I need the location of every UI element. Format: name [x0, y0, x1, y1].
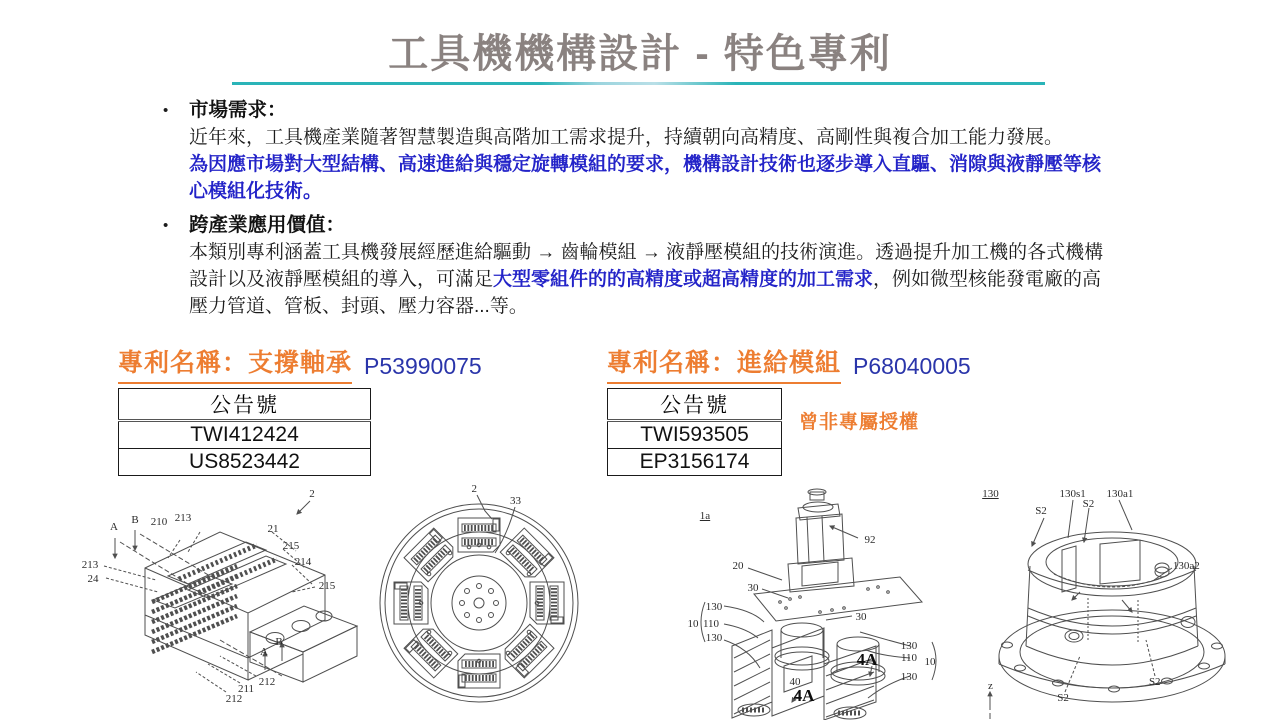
figure-label: 215 — [318, 579, 336, 592]
patent-drawing — [962, 480, 1278, 720]
bullet-heading: 跨產業應用價值： — [189, 214, 346, 236]
figure-label: S2 — [1035, 505, 1047, 518]
patent-name-feed-module: 專利名稱：進給模組 — [607, 343, 841, 384]
figure-label: 211 — [237, 683, 255, 696]
figure-label: 130 — [705, 601, 723, 614]
publication-table-left — [118, 388, 371, 476]
figure-label: B — [275, 636, 283, 649]
figure-label: 1a — [699, 510, 711, 522]
patent-figure-housing — [962, 480, 1278, 720]
figure-label: 30 — [855, 610, 867, 623]
figure-label: A — [110, 521, 118, 533]
table-row: TWI412424 — [119, 421, 371, 449]
figure-label: 214 — [294, 556, 312, 569]
figure-label: S2 — [1057, 692, 1069, 705]
patent-figure-feed-module — [660, 480, 960, 720]
figure-label: 215 — [282, 539, 300, 552]
table-header: 公告號 — [119, 389, 371, 421]
bullet-marker: • — [163, 217, 169, 234]
figure-label: 212 — [225, 692, 243, 705]
figure-label: 130a2 — [1172, 560, 1200, 573]
figure-label: 2 — [471, 483, 477, 496]
figure-label: S2 — [1148, 675, 1161, 688]
paragraph-text: 本類別專利涵蓋工具機發展經歷進給驅動 → 齒輪模組 → 液靜壓模組的技術演進。透過提升加工機的各式機構設計以及液靜壓模組的導入，可滿足 — [189, 242, 1104, 290]
table-row: EP3156174 — [608, 449, 782, 476]
figure-label: 213 — [81, 558, 99, 571]
figure-label: 4A — [793, 686, 815, 705]
patent-code: P68040005 — [853, 353, 971, 379]
figure-label: 92 — [864, 534, 876, 546]
body-text — [163, 97, 1115, 320]
figure-label: 10 — [687, 618, 699, 630]
figure-label: 21 — [267, 523, 279, 536]
patent-name-support-bearing: 專利名稱：支撐軸承 — [118, 343, 352, 384]
patent-drawing — [345, 477, 620, 720]
figure-label: 24 — [87, 572, 99, 585]
patent-header-left — [118, 343, 482, 384]
figure-label: 210 — [150, 516, 168, 529]
table-row: TWI593505 — [608, 421, 782, 449]
patent-drawing — [60, 480, 360, 715]
figure-label: 10 — [924, 656, 936, 669]
figure-label: 20 — [732, 560, 744, 573]
figure-label: 130 — [982, 488, 999, 501]
title-underline — [232, 82, 1045, 85]
figure-label: z — [987, 680, 993, 693]
license-note: 曾非專屬授權 — [799, 412, 920, 433]
patent-figure-support-bearing — [60, 480, 360, 715]
patent-code: P53990075 — [364, 353, 482, 379]
figure-label: 110 — [900, 651, 918, 664]
figure-label: 2 — [309, 488, 315, 501]
figure-label: 213 — [174, 511, 192, 524]
page-title: 工具機機構設計 - 特色專利 — [388, 32, 892, 76]
figure-label: S2 — [1082, 498, 1095, 510]
figure-label: 130 — [705, 632, 723, 645]
figure-label: 30 — [747, 582, 759, 594]
figure-label: 130 — [900, 639, 918, 652]
table-header: 公告號 — [608, 389, 782, 421]
figure-label: 212 — [258, 676, 276, 689]
paragraph-text: 近年來，工具機產業隨著智慧製造與高階加工需求提升，持續朝向高精度、高剛性與複合加工能力發展。 — [189, 127, 1064, 148]
figure-label: 4A — [856, 650, 878, 669]
patent-figure-disc — [345, 477, 620, 720]
figure-label: 130 — [900, 670, 918, 683]
figure-label: 130s1 — [1059, 488, 1086, 501]
bullet-paragraph — [189, 239, 1115, 320]
bullet-market-demand — [163, 97, 1115, 205]
publication-table-right — [607, 388, 782, 476]
figure-label: 40 — [789, 675, 801, 688]
highlighted-text: 大型零組件的的高精度或超高精度的加工需求 — [493, 269, 874, 290]
bullet-marker: • — [163, 102, 169, 119]
table-row: US8523442 — [119, 449, 371, 476]
figure-label: 130a1 — [1106, 488, 1134, 501]
figure-label: A — [260, 645, 268, 658]
figure-label: 110 — [702, 618, 720, 630]
bullet-paragraph — [189, 124, 1115, 205]
bullet-heading: 市場需求： — [189, 99, 287, 121]
highlighted-text: 為因應市場對大型結構、高速進給與穩定旋轉模組的要求，機構設計技術也逐步導入直驅、消隙與液靜壓等核心模組化技術。 — [189, 154, 1102, 202]
figure-label: 33 — [510, 495, 521, 508]
patent-header-right — [607, 343, 971, 384]
figure-label: B — [131, 513, 139, 526]
bullet-cross-industry-value — [163, 212, 1115, 320]
paragraph-text: ，例如微型核能發電廠的高壓力管道、管板、封頭、壓力容器...等。 — [189, 269, 1102, 317]
